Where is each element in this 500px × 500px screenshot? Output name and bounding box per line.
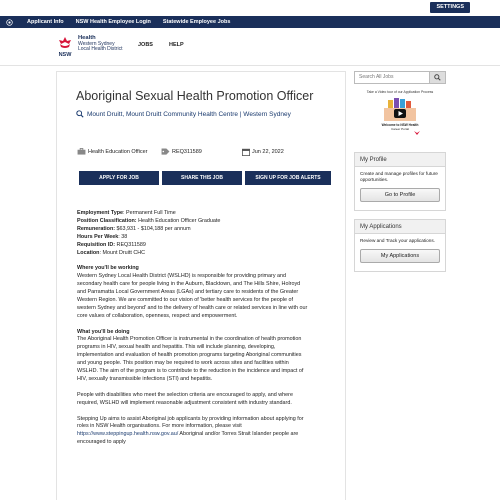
section-heading: Where you'll be working xyxy=(77,265,139,272)
job-date-text: Jun 22, 2022 xyxy=(252,149,284,155)
header-link-jobs[interactable]: JOBS xyxy=(138,42,153,48)
job-details xyxy=(77,210,335,257)
section-line: WSLHD. The aim of the program is to contribute to the reduction in the incidence and impact of xyxy=(77,368,304,375)
detail-label: Hours Per Week xyxy=(77,233,119,240)
job-category xyxy=(77,148,148,155)
job-title: Aboriginal Sexual Health Promotion Officer xyxy=(76,89,314,103)
waratah-logo-icon xyxy=(56,36,74,58)
site-header xyxy=(0,28,500,66)
section-line: People with disabilities who meet the selection criteria are encouraged to apply, and where xyxy=(77,391,293,398)
job-location[interactable] xyxy=(76,110,291,118)
my-applications-button[interactable]: My Applications xyxy=(360,249,440,263)
section-line: Western Region. We are committed to our vision of 'better health services for the people of xyxy=(77,296,293,303)
my-applications-heading: My Applications xyxy=(355,220,445,234)
job-alerts-button[interactable]: SIGN UP FOR JOB ALERTS xyxy=(245,171,331,185)
section-line: implementation and evaluation of health promotion programs targeting Aboriginal communities xyxy=(77,352,302,359)
application-video[interactable] xyxy=(360,90,440,144)
job-date xyxy=(242,148,284,156)
my-profile-heading: My Profile xyxy=(355,153,445,167)
closing-line-1: Stepping Up aims to assist Aboriginal job applicants by providing information about applying for xyxy=(77,415,304,422)
closing-line-3 xyxy=(77,431,335,439)
tag-icon xyxy=(161,148,170,155)
detail-separator: : xyxy=(99,249,103,256)
nsw-health-logo[interactable] xyxy=(56,36,122,58)
section-line: and young people. This position may be required to work across sites and facilities within xyxy=(77,360,289,367)
calendar-icon xyxy=(242,148,250,156)
stepping-up-link[interactable]: https://www.steppingup.health.nsw.gov.au/ xyxy=(77,431,179,438)
nav-applicant-info[interactable]: Applicant Info xyxy=(27,19,64,25)
job-req-id xyxy=(161,148,202,155)
detail-value: Mount Druitt CHC xyxy=(102,249,146,256)
search-icon xyxy=(434,74,441,81)
closing-line-2: roles in NSW Health organisations. For more information, please visit xyxy=(77,423,242,430)
video-illustration xyxy=(370,96,430,136)
detail-row xyxy=(77,242,335,250)
detail-label: Requisition ID: xyxy=(77,241,116,248)
job-detail-panel xyxy=(56,71,346,500)
detail-row xyxy=(77,226,335,234)
section-line: programs in HIV, sexual health and hepatitis. This will include planning, developing, xyxy=(77,344,276,351)
logo-wordmark: NSW xyxy=(58,52,72,58)
closing-after-link: Aboriginal and/or Torres Strait Islander people are xyxy=(178,431,299,438)
detail-row xyxy=(77,234,335,242)
video-caption-1: Welcome to NSW Health xyxy=(381,123,419,127)
my-profile-text xyxy=(355,167,445,210)
detail-separator: : xyxy=(118,233,122,240)
detail-row xyxy=(77,250,335,258)
top-navigation xyxy=(0,16,500,28)
search-all-jobs xyxy=(354,71,446,84)
section-line: required, WSLHD will implement reasonable adjustment consistent with industry standard. xyxy=(77,399,292,406)
detail-value: REQ311589 xyxy=(116,241,146,248)
section-line: core values of collaboration, openness, respect and empowerment. xyxy=(77,312,238,319)
my-profile-description: Create and manage profiles for future opportunities. xyxy=(360,171,438,182)
section-line: HIV, sexually transmissible infections (STI) and hepatitis. xyxy=(77,376,213,382)
go-to-profile-button[interactable]: Go to Profile xyxy=(360,188,440,202)
nav-statewide-jobs[interactable]: Statewide Employee Jobs xyxy=(162,19,231,25)
detail-row xyxy=(77,210,335,218)
my-applications-card xyxy=(354,219,446,272)
briefcase-icon xyxy=(77,148,86,155)
header-link-help[interactable]: HELP xyxy=(169,42,184,48)
detail-separator: : xyxy=(123,210,127,216)
closing-line-4: encouraged to apply xyxy=(77,439,126,446)
nav-employee-login[interactable]: NSW Health Employee Login xyxy=(75,19,151,25)
section-line: secondary health care for people living in the Auburn, Blacktown, and The Hills Shire, Holroyd xyxy=(77,281,301,288)
my-applications-description: Review and Track your applications. xyxy=(360,238,436,243)
search-button[interactable] xyxy=(429,72,445,83)
search-location-icon xyxy=(76,110,84,118)
my-profile-card xyxy=(354,152,446,211)
detail-value: Permanent Full Time xyxy=(126,210,176,216)
globe-icon[interactable] xyxy=(3,16,15,28)
detail-value: Health Education Officer Graduate xyxy=(138,217,221,224)
section-line: and Parramatta Local Government Areas (LGAs) and tertiary care to residents of the Greater xyxy=(77,289,299,296)
section-line: western Sydney and beyond' and to the delivery of health care or related services in line with our xyxy=(77,304,308,311)
detail-value: 38 xyxy=(121,233,128,240)
logo-line-1: Health xyxy=(78,35,96,41)
section-line: Western Sydney Local Health District (WSLHD) is responsible for providing primary and xyxy=(77,273,287,280)
logo-text xyxy=(78,36,122,53)
my-applications-text xyxy=(355,234,445,271)
share-job-button[interactable]: SHARE THIS JOB xyxy=(162,171,242,185)
job-category-text: Health Education Officer xyxy=(88,148,148,155)
detail-label: Position Classification: xyxy=(77,217,137,224)
video-thumbnail[interactable] xyxy=(370,96,430,136)
logo-line-2: Western Sydney xyxy=(78,40,115,47)
detail-label: Employment Type xyxy=(77,210,124,216)
job-location-text[interactable]: Mount Druitt, Mount Druitt Community Health Centre | Western Sydney xyxy=(87,110,291,118)
settings-button[interactable]: SETTINGS xyxy=(430,2,470,13)
job-sections xyxy=(77,265,335,415)
job-description xyxy=(77,210,335,447)
job-req-id-text: REQ311589 xyxy=(172,148,202,155)
section-heading: What you'll be doing xyxy=(77,328,130,335)
detail-label: Remuneration: xyxy=(77,225,116,232)
job-action-buttons xyxy=(79,171,334,185)
video-caption-2: Career Portal xyxy=(391,127,409,131)
logo-line-3: Local Health District xyxy=(78,46,123,53)
apply-for-job-button[interactable]: APPLY FOR JOB xyxy=(79,171,159,185)
video-title: Take a Video tour of our Application Process xyxy=(366,90,434,94)
top-strip xyxy=(0,0,500,16)
detail-label: Location xyxy=(77,249,100,256)
detail-row xyxy=(77,218,335,226)
section-line: The Aboriginal Health Promotion Officer is instrumental in the coordination of health promotion xyxy=(77,336,302,343)
detail-value: $63,931 - $104,188 per annum xyxy=(116,225,191,232)
search-input[interactable]: Search All Jobs xyxy=(359,74,394,80)
